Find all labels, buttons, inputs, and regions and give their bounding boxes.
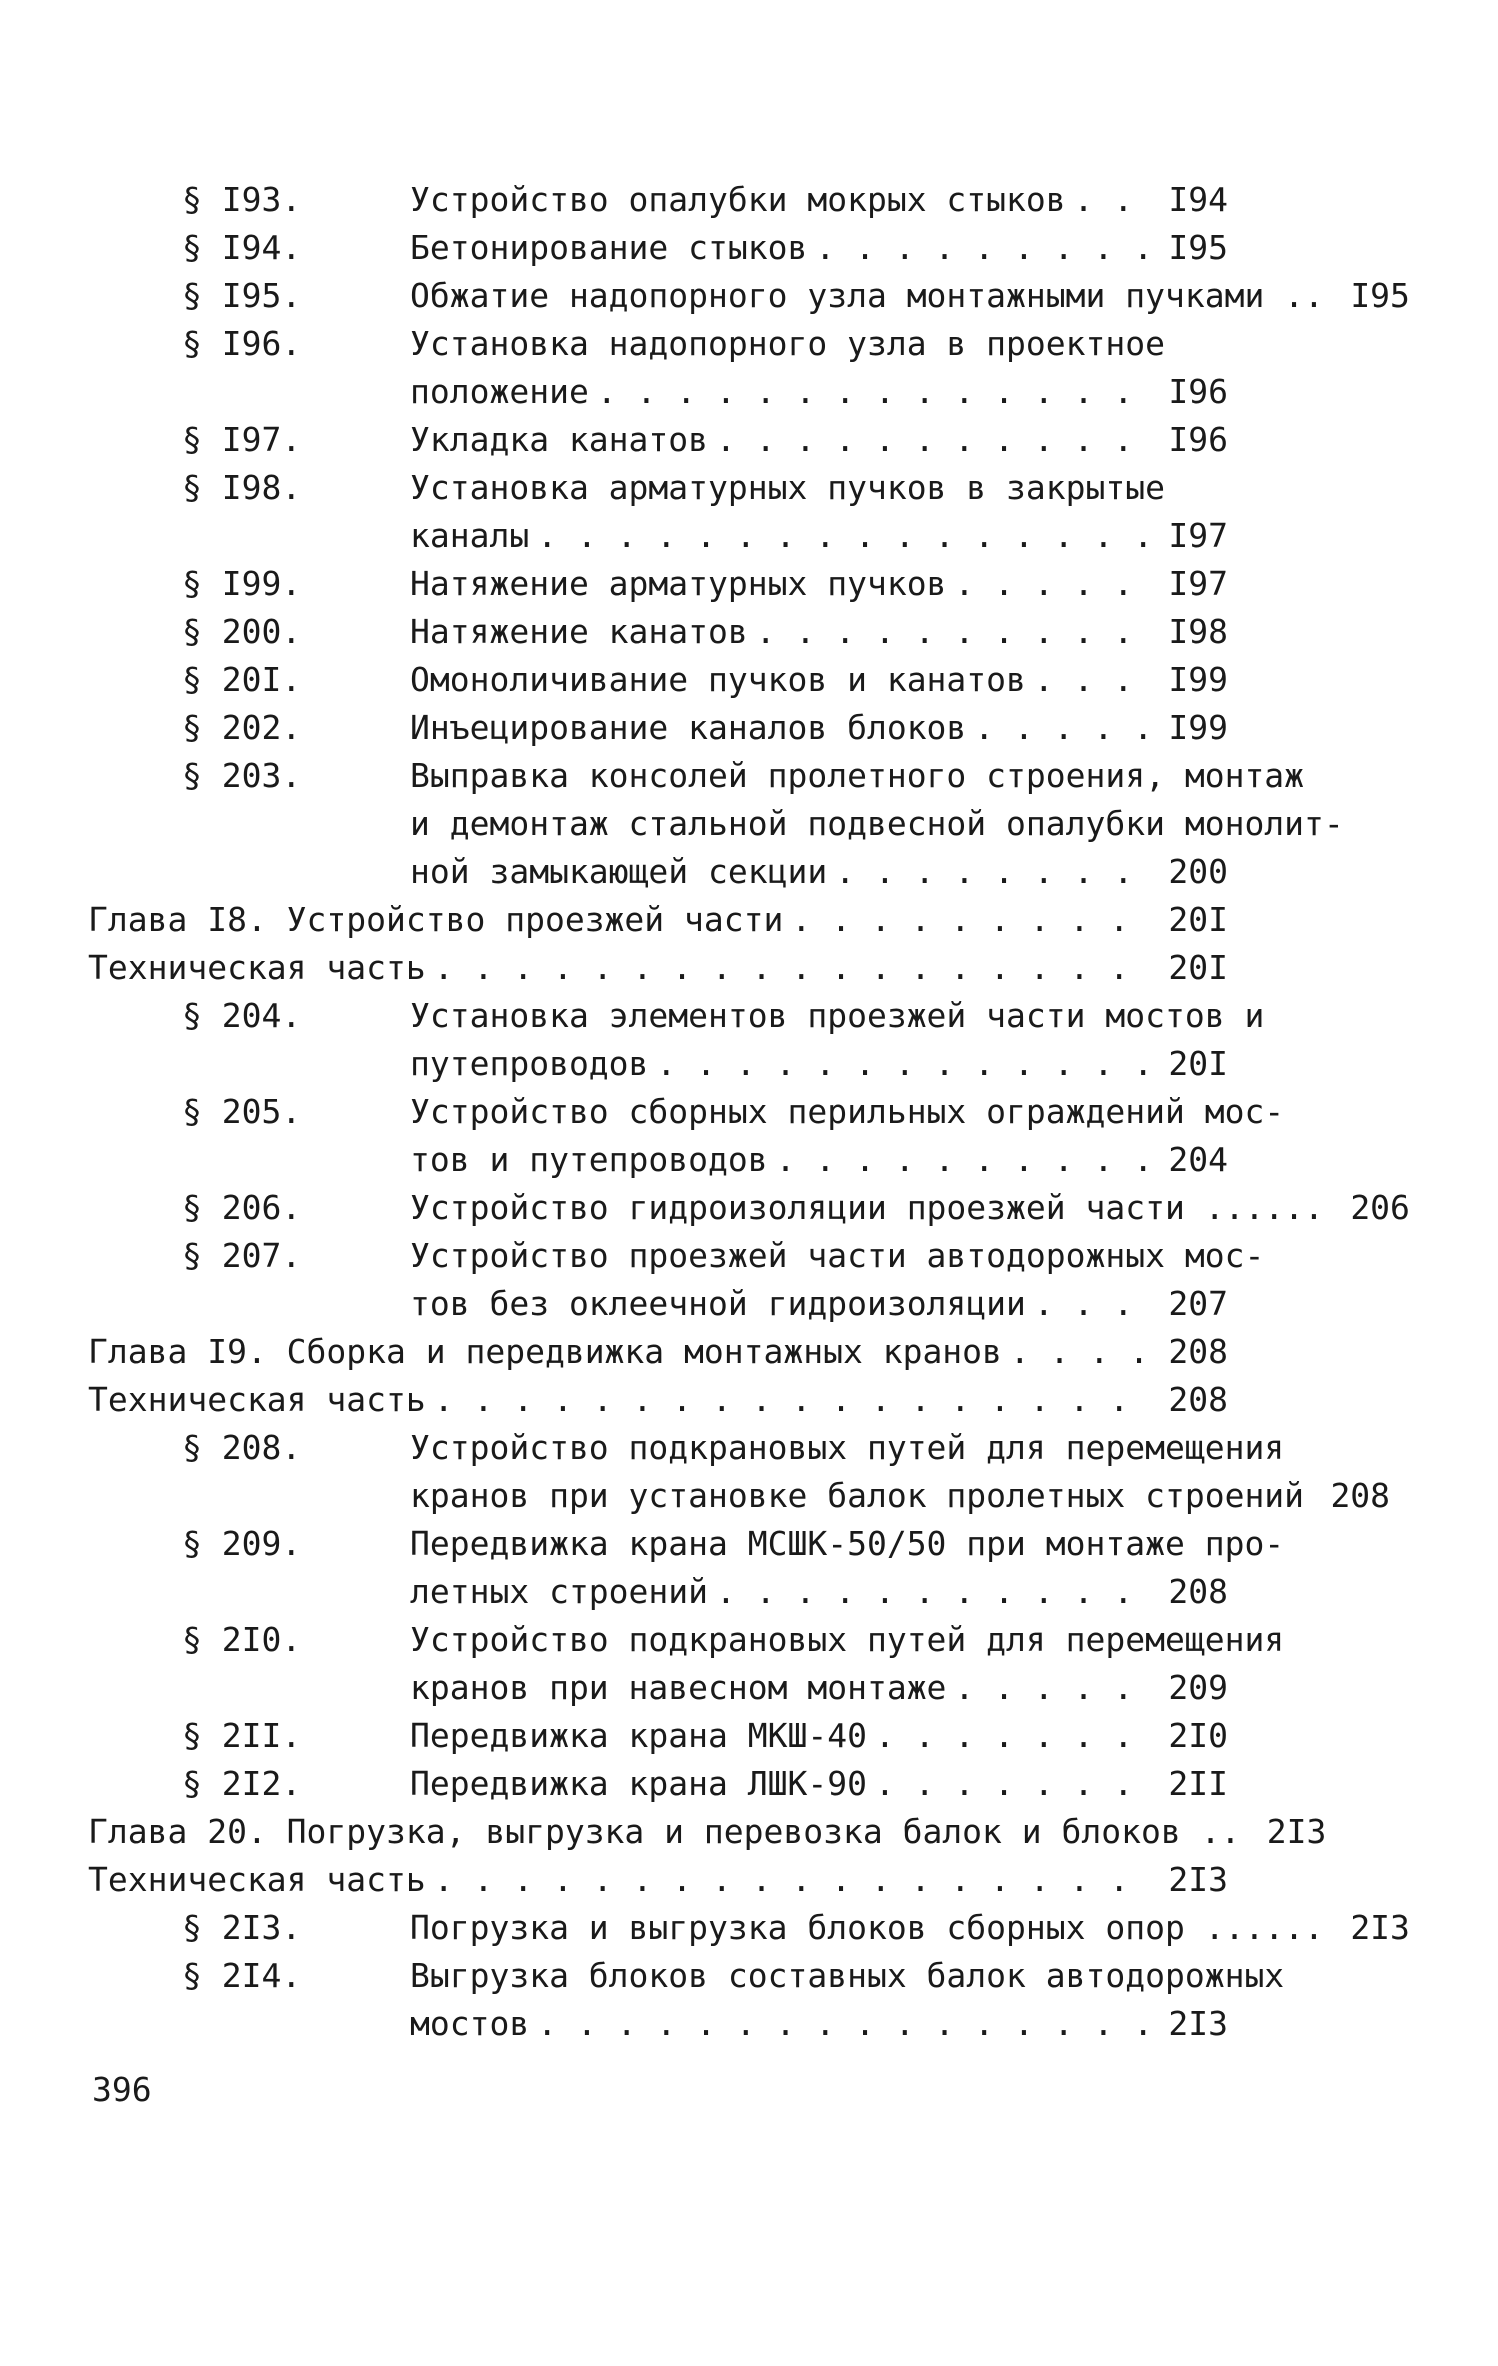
- section-number: § I93.: [182, 180, 302, 219]
- toc-section-entry: [88, 656, 1288, 704]
- section-title-line: Выправка консолей пролетного строения, монтаж: [410, 756, 1305, 795]
- toc-section-entry: [88, 464, 1288, 512]
- section-number: § 2I0.: [182, 1620, 302, 1659]
- section-number: § 209.: [182, 1524, 302, 1563]
- toc-section-continuation: [88, 1280, 1288, 1328]
- section-title-line: Натяжение арматурных пучков: [410, 564, 947, 603]
- page-reference: 2I3: [1168, 2004, 1228, 2043]
- section-number: § 207.: [182, 1236, 302, 1275]
- section-title-line: Омоноличивание пучков и канатов: [410, 660, 1026, 699]
- section-number: § 2I3.: [182, 1908, 302, 1947]
- dot-leader: [716, 1568, 1150, 1616]
- section-title-line: Инъецирование каналов блоков: [410, 708, 967, 747]
- section-title-line: Передвижка крана МСШК-50/50 при монтаже про-: [410, 1524, 1285, 1563]
- section-title-line: Натяжение канатов: [410, 612, 748, 651]
- toc-section-entry: [88, 608, 1288, 656]
- dot-leader: [815, 224, 1150, 272]
- section-number: § 20I.: [182, 660, 302, 699]
- dot-leader: [974, 704, 1150, 752]
- page-reference: I95: [1168, 228, 1228, 267]
- dot-leader: [1074, 176, 1150, 224]
- toc-section-entry: [88, 320, 1288, 368]
- page-reference: 208: [1168, 1380, 1228, 1419]
- section-title-line: путепроводов: [410, 1044, 649, 1083]
- dot-leader: [875, 1760, 1150, 1808]
- section-title-line: Устройство гидроизоляции проезжей части ......: [410, 1188, 1324, 1227]
- section-title-line: кранов при навесном монтаже: [410, 1668, 947, 1707]
- toc-chapter-entry: [88, 1856, 1288, 1904]
- section-number: § 2II.: [182, 1716, 302, 1755]
- toc-section-entry: [88, 992, 1288, 1040]
- page-reference: I96: [1168, 420, 1228, 459]
- dot-leader: [756, 608, 1150, 656]
- section-number: § 2I2.: [182, 1764, 302, 1803]
- page-reference: 208: [1168, 1572, 1228, 1611]
- toc-chapter-entry: [88, 1328, 1288, 1376]
- toc-section-entry: [88, 176, 1288, 224]
- dot-leader: [1034, 1280, 1150, 1328]
- section-number: § I98.: [182, 468, 302, 507]
- section-title-line: каналы: [410, 516, 530, 555]
- section-number: § 202.: [182, 708, 302, 747]
- toc-section-entry: [88, 1088, 1288, 1136]
- toc-section-continuation: [88, 800, 1344, 848]
- section-number: § 2I4.: [182, 1956, 302, 1995]
- page-reference: I96: [1168, 372, 1228, 411]
- toc-section-entry: [88, 224, 1288, 272]
- section-title-line: Обжатие надопорного узла монтажными пучками ..: [410, 276, 1324, 315]
- page-reference: I94: [1168, 180, 1228, 219]
- toc-section-entry: [88, 416, 1288, 464]
- section-title-line: летных строений: [410, 1572, 709, 1611]
- dot-leader: [434, 1376, 1150, 1424]
- section-title-line: тов и путепроводов: [410, 1140, 768, 1179]
- section-title-line: Погрузка и выгрузка блоков сборных опор ......: [410, 1908, 1324, 1947]
- toc-section-entry: [88, 272, 1410, 320]
- section-title-line: мостов: [410, 2004, 530, 2043]
- section-title-line: Передвижка крана МКШ-40: [410, 1716, 867, 1755]
- page-reference: 2I3: [1168, 1860, 1228, 1899]
- page-reference: 204: [1168, 1140, 1228, 1179]
- section-title-line: Установка арматурных пучков в закрытые: [410, 468, 1165, 507]
- toc-section-entry: [88, 704, 1288, 752]
- dot-leader: [434, 944, 1150, 992]
- page-reference: 207: [1168, 1284, 1228, 1323]
- dot-leader: [597, 368, 1150, 416]
- page-reference: 2II: [1168, 1764, 1228, 1803]
- toc-section-continuation: [88, 1136, 1288, 1184]
- section-title-line: положение: [410, 372, 589, 411]
- dot-leader: [656, 1040, 1150, 1088]
- page-reference: 20I: [1168, 948, 1228, 987]
- section-title-line: и демонтаж стальной подвесной опалубки монолит-: [410, 804, 1344, 843]
- toc-section-continuation: [88, 1472, 1391, 1520]
- toc-section-entry: [88, 1616, 1288, 1664]
- toc-section-entry: [88, 1760, 1288, 1808]
- chapter-title: Техническая часть: [88, 1860, 426, 1899]
- dot-leader: [776, 1136, 1150, 1184]
- page-reference: I98: [1168, 612, 1228, 651]
- toc-chapter-entry: [88, 1808, 1327, 1856]
- page-reference: I99: [1168, 708, 1228, 747]
- dot-leader: [1010, 1328, 1150, 1376]
- page-reference: I99: [1168, 660, 1228, 699]
- section-title-line: Устройство подкрановых путей для перемещения: [410, 1620, 1285, 1659]
- section-title-line: Передвижка крана ЛШК-90: [410, 1764, 867, 1803]
- section-title-line: Устройство проезжей части автодорожных мос-: [410, 1236, 1265, 1275]
- toc-section-entry: [88, 560, 1288, 608]
- page-reference: 20I: [1168, 900, 1228, 939]
- dot-leader: [537, 2000, 1150, 2048]
- toc-section-continuation: [88, 1040, 1288, 1088]
- toc-section-continuation: [88, 848, 1288, 896]
- section-title-line: Установка элементов проезжей части мостов и: [410, 996, 1265, 1035]
- section-title-line: Выгрузка блоков составных балок автодорожных: [410, 1956, 1285, 1995]
- toc-section-entry: [88, 1712, 1288, 1760]
- section-title-line: тов без оклеечной гидроизоляции: [410, 1284, 1026, 1323]
- page-reference: I95: [1350, 276, 1410, 315]
- toc-section-continuation: [88, 1664, 1288, 1712]
- section-number: § 205.: [182, 1092, 302, 1131]
- page-reference: 2I3: [1266, 1812, 1327, 1851]
- toc-chapter-entry: [88, 944, 1288, 992]
- toc-chapter-entry: [88, 1376, 1288, 1424]
- section-number: § I99.: [182, 564, 302, 603]
- section-title-line: Устройство опалубки мокрых стыков: [410, 180, 1066, 219]
- table-of-contents: [88, 176, 1410, 2048]
- page-reference: 2I0: [1168, 1716, 1228, 1755]
- toc-chapter-entry: [88, 896, 1288, 944]
- toc-section-continuation: [88, 512, 1288, 560]
- page-reference: I97: [1168, 516, 1228, 555]
- section-number: § 200.: [182, 612, 302, 651]
- toc-section-continuation: [88, 2000, 1288, 2048]
- page-reference: 209: [1168, 1668, 1228, 1707]
- page-number: 396: [92, 2070, 152, 2109]
- section-number: § 203.: [182, 756, 302, 795]
- page-reference: 20I: [1168, 1044, 1228, 1083]
- toc-section-entry: [88, 1232, 1288, 1280]
- page-reference: 200: [1168, 852, 1228, 891]
- section-number: § 208.: [182, 1428, 302, 1467]
- dot-leader: [791, 896, 1150, 944]
- dot-leader: [835, 848, 1150, 896]
- page-reference: 208: [1168, 1332, 1228, 1371]
- section-number: § I96.: [182, 324, 302, 363]
- section-title-line: Бетонирование стыков: [410, 228, 808, 267]
- dot-leader: [954, 1664, 1150, 1712]
- toc-section-entry: [88, 1520, 1288, 1568]
- section-number: § I94.: [182, 228, 302, 267]
- section-title-line: ной замыкающей секции: [410, 852, 828, 891]
- section-number: § 206.: [182, 1188, 302, 1227]
- page-reference: 206: [1350, 1188, 1410, 1227]
- toc-section-entry: [88, 1952, 1288, 2000]
- chapter-title: Глава 20. Погрузка, выгрузка и перевозка балок и блоков ..: [88, 1812, 1241, 1851]
- section-title-line: Укладка канатов: [410, 420, 709, 459]
- toc-section-entry: [88, 752, 1305, 800]
- toc-section-entry: [88, 1904, 1410, 1952]
- page-reference: I97: [1168, 564, 1228, 603]
- chapter-title: Техническая часть: [88, 948, 426, 987]
- section-number: § I97.: [182, 420, 302, 459]
- section-title-line: кранов при установке балок пролетных строений: [410, 1476, 1305, 1515]
- dot-leader: [434, 1856, 1150, 1904]
- dot-leader: [1034, 656, 1150, 704]
- section-number: § 204.: [182, 996, 302, 1035]
- section-title-line: Установка надопорного узла в проектное: [410, 324, 1165, 363]
- dot-leader: [716, 416, 1150, 464]
- dot-leader: [537, 512, 1150, 560]
- page-reference: 208: [1330, 1476, 1391, 1515]
- chapter-title: Техническая часть: [88, 1380, 426, 1419]
- toc-section-entry: [88, 1424, 1288, 1472]
- page-reference: 2I3: [1350, 1908, 1410, 1947]
- toc-section-continuation: [88, 1568, 1288, 1616]
- toc-section-entry: [88, 1184, 1410, 1232]
- section-title-line: Устройство подкрановых путей для перемещения: [410, 1428, 1285, 1467]
- dot-leader: [875, 1712, 1150, 1760]
- section-number: § I95.: [182, 276, 302, 315]
- chapter-title: Глава I8. Устройство проезжей части: [88, 900, 784, 939]
- chapter-title: Глава I9. Сборка и передвижка монтажных кранов: [88, 1332, 1002, 1371]
- section-title-line: Устройство сборных перильных ограждений мос-: [410, 1092, 1285, 1131]
- dot-leader: [954, 560, 1150, 608]
- toc-section-continuation: [88, 368, 1288, 416]
